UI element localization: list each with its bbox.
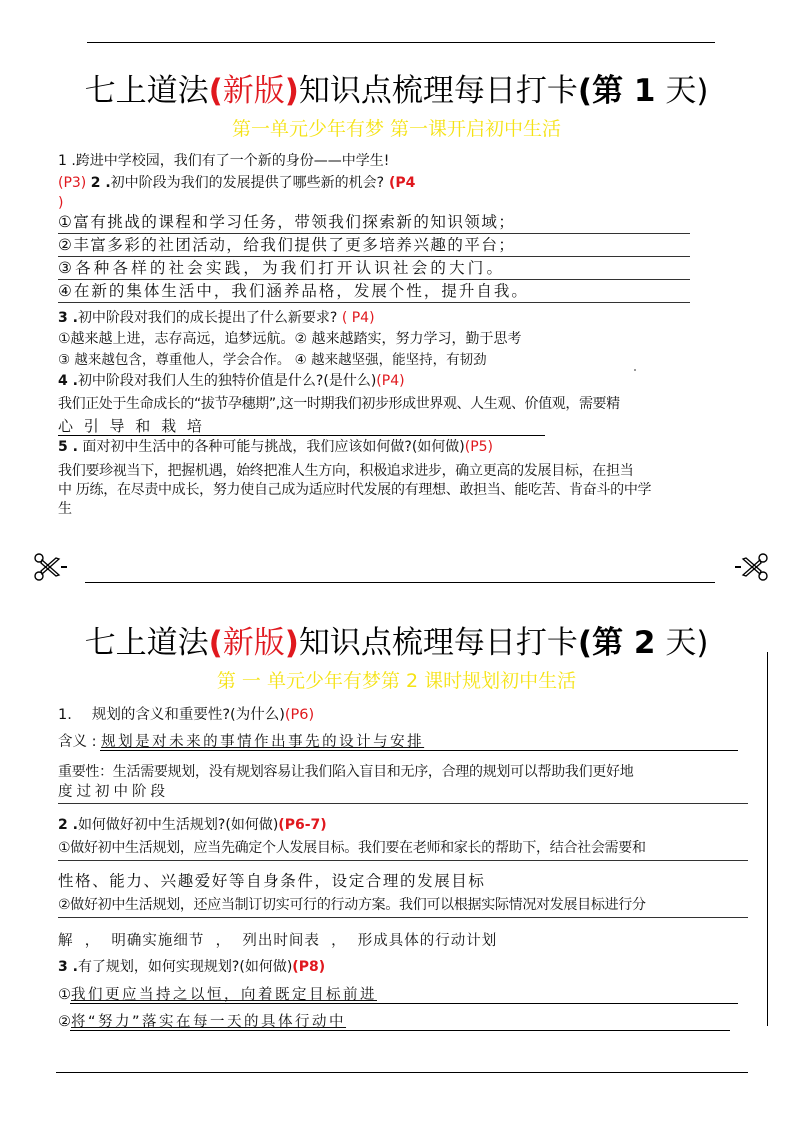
day1-q3-heading: 3 .初中阶段对我们的成长提出了什么新要求? ( P4) bbox=[58, 310, 375, 326]
day1-q4-answer-2: 心 引 导 和 栽 培 bbox=[58, 417, 205, 435]
day1-q2-answer-1: ①富有挑战的课程和学习任务，带领我们探索新的知识领域； bbox=[58, 213, 516, 231]
answer-underline bbox=[58, 803, 748, 804]
page-ref: (P8) bbox=[292, 959, 326, 975]
page-ref: (P3) bbox=[58, 175, 87, 191]
day1-q2-answer-4: ④在新的集体生活中，我们涵养品格，发展个性，提升自我。 bbox=[58, 282, 529, 300]
scissors-icon bbox=[733, 552, 769, 582]
day2-q1-importance-1: 重要性：生活需要规划，没有规划容易让我们陷入盲目和无序，合理的规划可以帮助我们更好地 bbox=[58, 764, 634, 780]
day1-q2-ref-close: ) bbox=[58, 195, 64, 211]
scissors-icon bbox=[33, 552, 69, 582]
day1-q4-heading: 4 .初中阶段对我们人生的独特价值是什么?(是什么)(P4) bbox=[58, 373, 405, 389]
page-ref: (P4) bbox=[376, 373, 405, 389]
day2-q3-heading: 3 .有了规划，如何实现规划?(如何做)(P8) bbox=[58, 959, 326, 975]
day1-q5-answer-3: 生 bbox=[58, 501, 72, 517]
day1-q2-answer-2: ②丰富多彩的社团活动，给我们提供了更多培养兴趣的平台； bbox=[58, 236, 516, 254]
day2-q2-a1-line2: 性格、能力、兴趣爱好等自身条件，设定合理的发展目标 bbox=[58, 872, 486, 890]
top-rule bbox=[87, 42, 715, 43]
answer-underline bbox=[58, 233, 690, 234]
page-ref: (P5) bbox=[464, 439, 494, 455]
day1-q4-answer-1: 我们正处于生命成长的“拔节孕穗期”,这一时期我们初步形成世界观、人生观、价值观，需要精 bbox=[58, 396, 620, 412]
answer-underline bbox=[58, 917, 748, 918]
answer-underline bbox=[100, 750, 738, 751]
day1-q5-heading: 5 . 面对初中生活中的各种可能与挑战，我们应该如何做?(如何做)(P5) bbox=[58, 439, 494, 455]
day2-title: 七上道法(新版)知识点梳理每日打卡(第 2 天) bbox=[84, 625, 709, 661]
answer-underline bbox=[58, 279, 690, 280]
right-margin-rule bbox=[767, 652, 768, 1026]
answer-underline bbox=[70, 1003, 738, 1004]
page-ref: (P6) bbox=[284, 707, 315, 723]
page-ref: ( P4) bbox=[337, 310, 375, 326]
stray-dot bbox=[634, 369, 636, 371]
day2-q1-importance-2: 度过初中阶段 bbox=[58, 784, 169, 800]
day1-q2-heading: (P3) 2 .初中阶段为我们的发展提供了哪些新的机会? (P4 bbox=[58, 175, 416, 191]
page-ref: (P4 bbox=[384, 175, 416, 191]
page-ref: (P6-7) bbox=[278, 817, 327, 833]
day1-q3-answer-2: ③ 越来越包含，尊重他人，学会合作。 ④ 越来越坚强，能坚持，有韧劲 bbox=[58, 352, 487, 368]
day1-q2-answer-3: ③各种各样的社会实践，为我们打开认识社会的大门。 bbox=[58, 259, 506, 277]
day1-q5-answer-1: 我们要珍视当下，把握机遇，始终把准人生方向，积极追求进步，确立更高的发展目标，在担当 bbox=[58, 463, 634, 479]
answer-underline bbox=[58, 435, 545, 436]
answer-underline bbox=[58, 302, 690, 303]
answer-underline bbox=[70, 1030, 730, 1031]
day2-subtitle: 第 一 单元少年有梦第 2 课时规划初中生活 bbox=[216, 670, 577, 692]
day1-q1: 1 .跨进中学校园，我们有了一个新的身份——中学生! bbox=[58, 153, 390, 169]
day2-q2-heading: 2 .如何做好初中生活规划?(如何做)(P6-7) bbox=[58, 817, 327, 833]
day2-q2-a1-line1: ①做好初中生活规划，应当先确定个人发展目标。我们要在老师和家长的帮助下，结合社会需要和 bbox=[58, 840, 646, 856]
day1-q3-answer-1: ①越来越上进，志存高远，追梦远航。② 越来越踏实，努力学习，勤于思考 bbox=[58, 331, 522, 347]
day2-q3-a1: ①我们更应当持之以恒，向着既定目标前进 bbox=[58, 987, 377, 1003]
answer-underline bbox=[58, 860, 748, 861]
day2-q3-a2: ②将“努力”落实在每一天的具体行动中 bbox=[58, 1014, 347, 1030]
day2-q2-a2-line2: 解 ， 明确实施细节 ， 列出时间表 ， 形成具体的行动计划 bbox=[58, 933, 498, 949]
day1-subtitle: 第一单元少年有梦 第一课开启初中生活 bbox=[231, 118, 562, 140]
day1-q5-answer-2: 中 历练，在尽责中成长，努力使自己成为适应时代发展的有理想、敢担当、能吃苦、肯奋斗的中学 bbox=[58, 482, 652, 498]
day2-q1-heading: 1. 规划的含义和重要性?(为什么)(P6) bbox=[58, 707, 315, 723]
day2-q1-meaning: 含义 : 规划是对未来的事情作出事先的设计与安排 bbox=[58, 734, 425, 750]
cut-line bbox=[85, 582, 715, 583]
day2-q2-a2-line1: ②做好初中生活规划，还应当制订切实可行的行动方案。我们可以根据实际情况对发展目标进行分 bbox=[58, 897, 646, 913]
day1-title: 七上道法(新版)知识点梳理每日打卡(第 1 天) bbox=[84, 73, 709, 109]
bottom-rule bbox=[56, 1072, 748, 1073]
answer-underline bbox=[58, 256, 690, 257]
